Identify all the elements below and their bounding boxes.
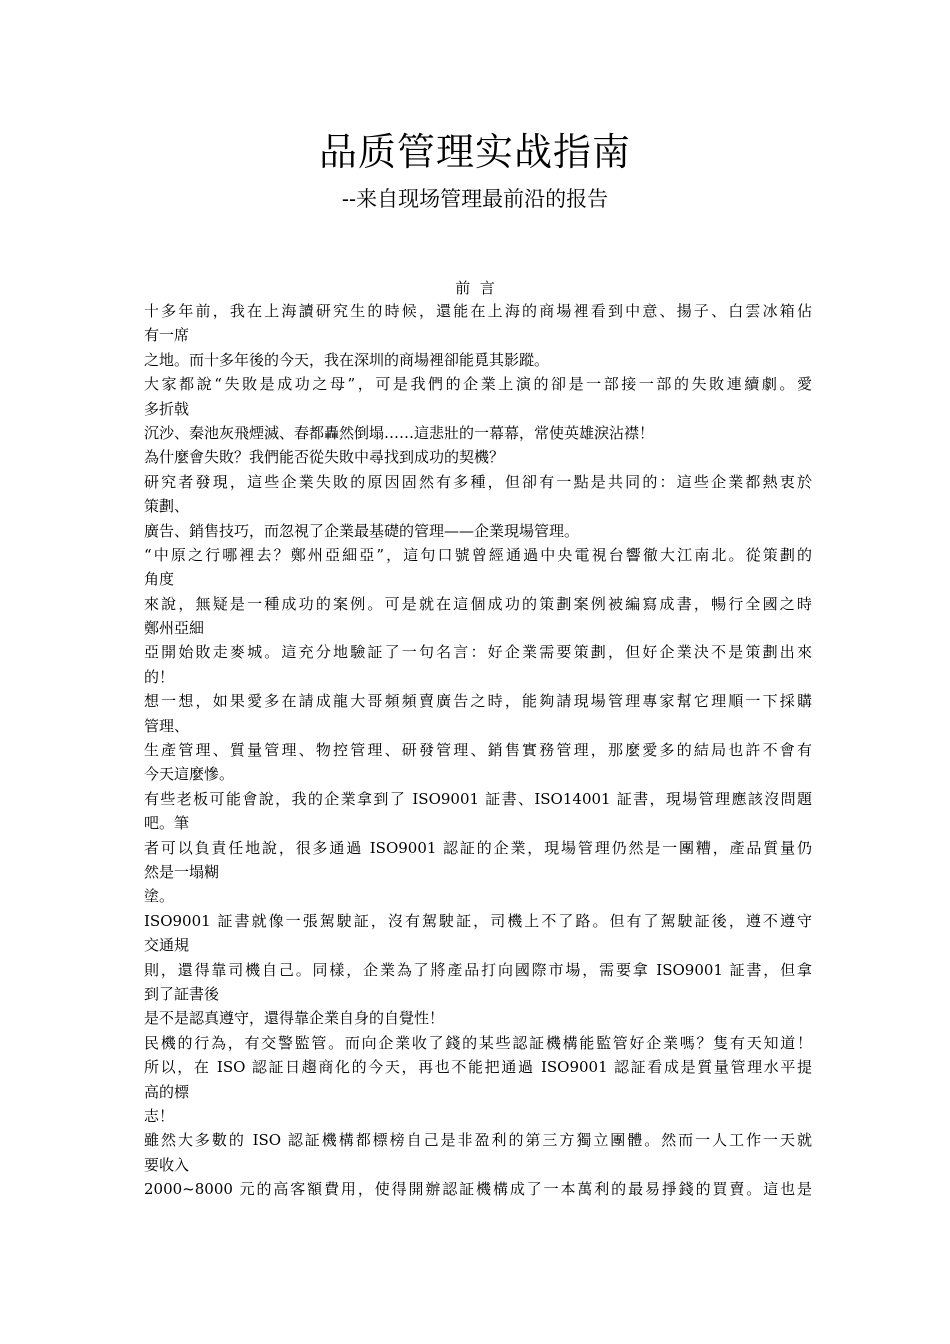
text-line: 想一想，如果愛多在請成龍大哥頻頻賣廣告之時，能夠請現場管理專家幫它理順一下採購 xyxy=(144,692,812,711)
text-line: 吧。筆 xyxy=(144,814,190,833)
text-line: 策劃、 xyxy=(144,497,190,516)
preface-body xyxy=(144,299,812,1201)
text-line: 為什麼會失敗？我們能否從失敗中尋找到成功的契機？ xyxy=(144,448,505,467)
text-line: 2000~8000 元的高客額費用，使得開辦認証機構成了一本萬利的最易掙錢的買賣。這也是 xyxy=(144,1180,812,1199)
text-line: 民機的行為，有交警監管。而向企業收了錢的某些認証機構能監管好企業嗎？隻有天知道！ xyxy=(144,1033,812,1052)
text-line: 交通規 xyxy=(144,936,190,955)
text-line: 要收入 xyxy=(144,1155,190,1174)
text-line: 塗。 xyxy=(144,887,175,906)
text-line: 大家都說“失敗是成功之母”，可是我們的企業上演的卻是一部接一部的失敗連續劇。愛 xyxy=(144,375,812,394)
text-line: 的！ xyxy=(144,667,175,686)
text-line: 有一席 xyxy=(144,326,190,345)
text-line: 有些老板可能會說，我的企業拿到了 ISO9001 証書、ISO14001 証書，現場管理應該沒問題 xyxy=(144,789,812,808)
text-line: 高的標 xyxy=(144,1082,190,1101)
text-line: 亞開始敗走麥城。這充分地驗証了一句名言：好企業需要策劃，但好企業決不是策劃出來 xyxy=(144,643,812,662)
document-title: 品质管理实战指南 xyxy=(318,130,631,174)
text-line: 管理、 xyxy=(144,716,190,735)
text-line: 沉沙、秦池灰飛煙滅、春都轟然倒塌……這悲壯的一幕幕，常使英雄淚沾襟！ xyxy=(144,423,655,442)
text-line: 角度 xyxy=(144,570,175,589)
text-line: 者可以負責任地說，很多通過 ISO9001 認証的企業，現場管理仍然是一團糟，產品質量仍 xyxy=(144,838,812,857)
text-line: 廣告、銷售技巧，而忽視了企業最基礎的管理——企業現場管理。 xyxy=(144,521,580,540)
text-line: 則，還得靠司機自己。同樣，企業為了將產品打向國際市場，需要拿 ISO9001 証書，但拿 xyxy=(144,960,812,979)
text-line: “中原之行哪裡去？鄭州亞細亞”，這句口號曾經通過中央電視台響徹大江南北。從策劃的 xyxy=(144,545,812,564)
text-line: 今天這麼慘。 xyxy=(144,765,235,784)
text-line: 然是一塌糊 xyxy=(144,862,220,881)
text-line: 是不是認真遵守，還得靠企業自身的自覺性！ xyxy=(144,1009,445,1028)
text-line: 多折戟 xyxy=(144,399,190,418)
text-line: 研究者發現，這些企業失敗的原因固然有多種，但卻有一點是共同的：這些企業都熱衷於 xyxy=(144,472,812,491)
text-line: 來說，無疑是一種成功的案例。可是就在這個成功的策劃案例被編寫成書，暢行全國之時 xyxy=(144,594,812,613)
text-line: 雖然大多數的 ISO 認証機構都標榜自己是非盈利的第三方獨立團體。然而一人工作一天就 xyxy=(144,1131,812,1150)
text-line: 志！ xyxy=(144,1106,175,1125)
text-line: ISO9001 証書就像一張駕駛証，沒有駕駛証，司機上不了路。但有了駕駛証後，遵不遵守 xyxy=(144,911,812,930)
text-line: 之地。而十多年後的今天，我在深圳的商場裡卻能覓其影蹤。 xyxy=(144,350,550,369)
text-line: 生產管理、質量管理、物控管理、研發管理、銷售實務管理，那麼愛多的結局也許不會有 xyxy=(144,741,812,760)
document-subtitle: --来自现场管理最前沿的报告 xyxy=(341,187,609,211)
text-line: 所以，在 ISO 認証日趨商化的今天，再也不能把通過 ISO9001 認証看成是質量管理水平提 xyxy=(144,1058,812,1077)
text-line: 鄭州亞細 xyxy=(144,619,205,638)
text-line: 十多年前，我在上海讀研究生的時候，還能在上海的商場裡看到中意、揚子、白雲冰箱佔 xyxy=(144,302,812,320)
section-heading-preface: 前 言 xyxy=(455,279,495,297)
text-line: 到了証書後 xyxy=(144,984,220,1003)
